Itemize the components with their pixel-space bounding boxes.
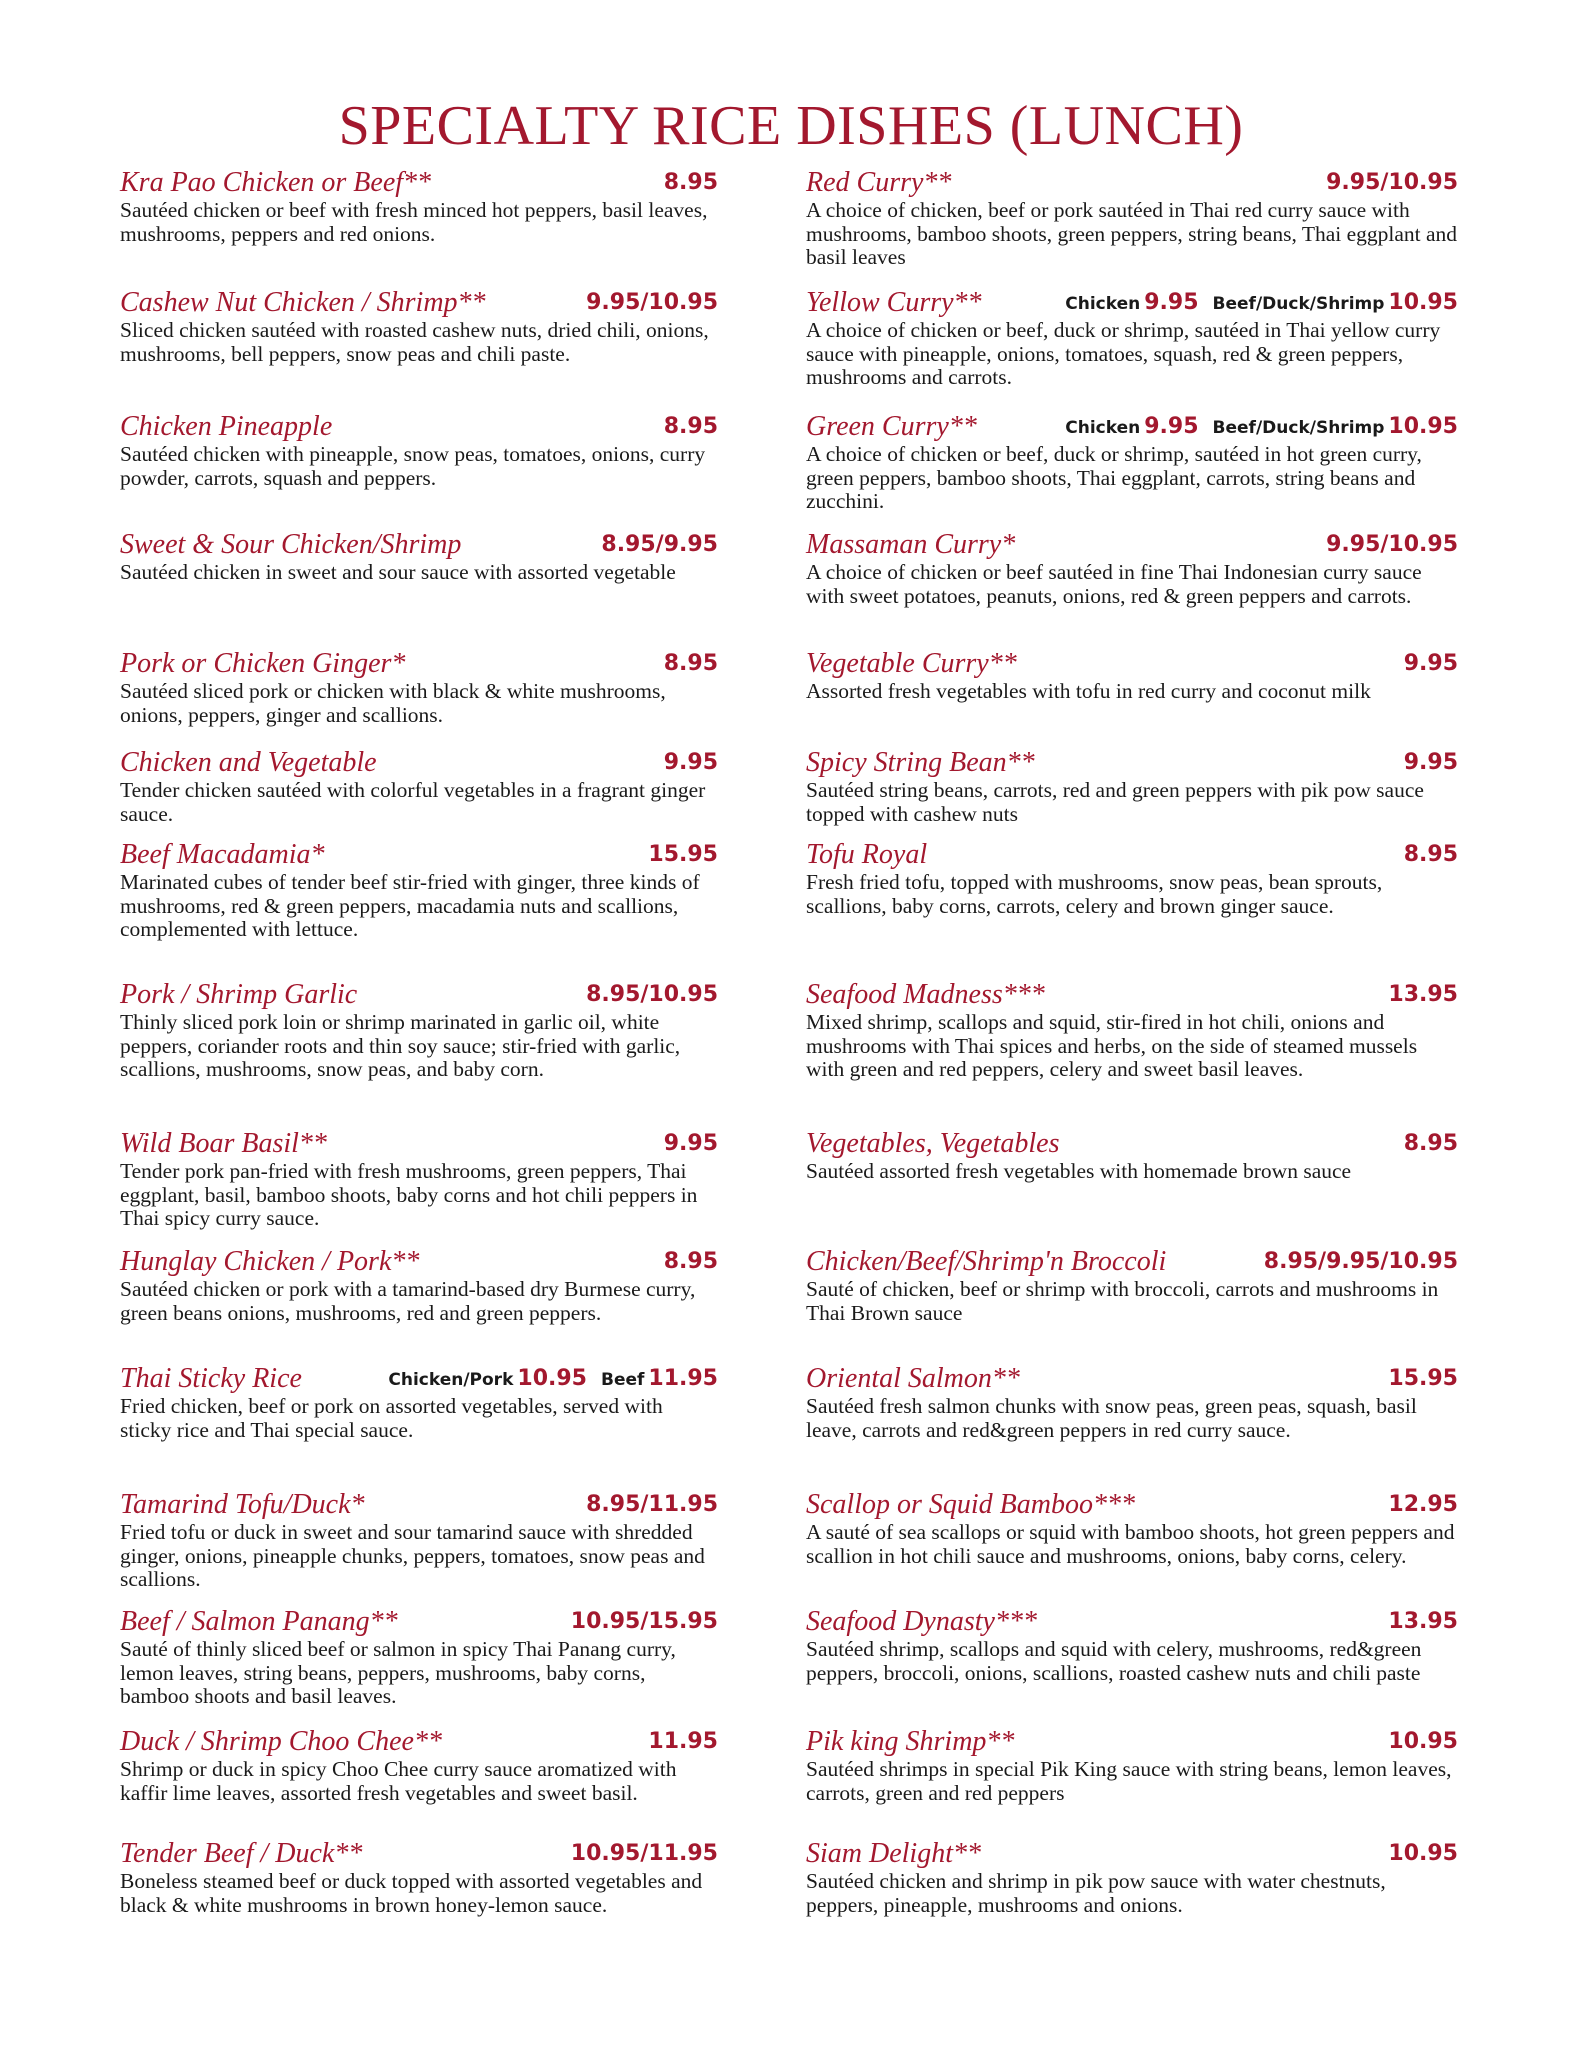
menu-item-header [806,1364,1458,1394]
menu-item-description: Fresh fried tofu, topped with mushrooms, snow peas, bean sprouts, scallions, baby corns, carrots, celery and brown ginger sauce. [806,870,1383,918]
menu-item-description: A choice of chicken or beef, duck or shrimp, sautéed in Thai yellow curry sauce with pineapple, onions, tomatoes, squash, red & green peppers, mushrooms and carrots. [806,318,1441,389]
menu-item-name: Massaman Curry* [806,529,1016,560]
menu-item-description: A choice of chicken or beef sautéed in fine Thai Indonesian curry sauce with sweet potatoes, peanuts, onions, red & green peppers and carrots. [806,560,1422,608]
menu-item-price: 8.95 [663,170,718,195]
menu-item-description: Sautéed chicken with pineapple, snow peas, tomatoes, onions, curry powder, carrots, squash and peppers. [120,442,706,490]
menu-item-name: Chicken/Beef/Shrimp'n Broccoli [806,1246,1167,1277]
menu-item [806,288,1458,390]
menu-item-header [806,1129,1458,1159]
menu-item-price: 8.95 [1403,842,1458,867]
menu-item [806,1839,1458,1917]
menu-item-price: 15.95 [1388,1366,1458,1391]
menu-item [806,1727,1458,1805]
menu-item-description: Sauté of thinly sliced beef or salmon in spicy Thai Panang curry, lemon leaves, string beans, peppers, mushrooms, baby corns, bamboo shoots and basil leaves. [120,1637,676,1708]
price-option [1212,290,1458,315]
menu-item-name: Kra Pao Chicken or Beef** [120,167,432,198]
menu-item-price: 8.95/9.95/10.95 [1263,1249,1458,1274]
menu-item-header [806,748,1458,778]
menu-item-name: Cashew Nut Chicken / Shrimp** [120,287,486,318]
menu-item-description: Sautéed assorted fresh vegetables with homemade brown sauce [806,1159,1352,1183]
menu-item-name: Yellow Curry** [806,287,982,318]
menu-item [120,1129,718,1231]
price-option [1212,414,1458,439]
menu-item [120,288,718,366]
menu-item-header [806,1839,1458,1869]
menu-item-price: 10.95/11.95 [570,1841,718,1866]
menu-item-price: 9.95/10.95 [586,290,718,315]
menu-item-price: 13.95 [1388,982,1458,1007]
menu-item-name: Pork or Chicken Ginger* [120,648,406,679]
menu-item-name: Tamarind Tofu/Duck* [120,1489,365,1520]
menu-item-price: 12.95 [1388,1492,1458,1517]
menu-item-price: 11.95 [648,1729,718,1754]
menu-item-price: 9.95 [1403,651,1458,676]
menu-item [806,1364,1458,1442]
menu-item-name: Green Curry** [806,411,977,442]
menu-item-header [806,840,1458,870]
menu-item-description: Sautéed fresh salmon chunks with snow peas, green peas, squash, basil leave, carrots and red&green peppers in red curry sauce. [806,1394,1417,1442]
menu-item-header [806,288,1458,318]
menu-item-header [120,840,718,870]
menu-item-price-options [388,1364,718,1395]
menu-item-header [806,1247,1458,1277]
menu-item-description: Sautéed sliced pork or chicken with black & white mushrooms, onions, peppers, ginger and scallions. [120,679,666,727]
menu-item-name: Vegetables, Vegetables [806,1128,1060,1159]
menu-item-header [806,649,1458,679]
menu-item-price: 9.95 [1403,750,1458,775]
menu-item-description: Thinly sliced pork loin or shrimp marinated in garlic oil, white peppers, coriander roots and thin soy sauce; stir-fried with garlic, scallions, mushrooms, snow peas, and baby corn. [120,1010,681,1081]
menu-item [120,840,718,942]
page-title: SPECIALTY RICE DISHES (LUNCH) [338,95,1244,157]
menu-item [120,1839,718,1917]
menu-item-price: 9.95 [663,1131,718,1156]
menu-item [806,980,1458,1082]
menu-item-price: 15.95 [648,842,718,867]
menu-item-price: 8.95 [1403,1131,1458,1156]
menu-item-header [120,288,718,318]
menu-item-name: Seafood Madness*** [806,979,1045,1010]
menu-item-price: 8.95/10.95 [586,982,718,1007]
price-option-value: 10.95 [517,1366,587,1391]
menu-item-description: Sautéed chicken or beef with fresh minced hot peppers, basil leaves, mushrooms, peppers and red onions. [120,198,708,246]
price-option-value: 10.95 [1388,414,1458,439]
menu-item-name: Wild Boar Basil** [120,1128,327,1159]
menu-item [120,168,718,246]
menu-item-price: 9.95/10.95 [1326,532,1458,557]
menu-item-description: Fried tofu or duck in sweet and sour tamarind sauce with shredded ginger, onions, pineapple chunks, peppers, tomatoes, snow peas and scallions. [120,1520,705,1591]
menu-item [806,1129,1458,1184]
menu-item-price: 10.95 [1388,1729,1458,1754]
menu-item-description: Shrimp or duck in spicy Choo Chee curry sauce aromatized with kaffir lime leaves, assorted fresh vegetables and sweet basil. [120,1757,677,1805]
menu-item [806,168,1458,270]
menu-item [806,530,1458,608]
price-option [1065,290,1212,315]
menu-item [806,840,1458,918]
menu-item-name: Red Curry** [806,167,952,198]
menu-item-header [120,748,718,778]
menu-item [806,1607,1458,1685]
menu-item-header [120,649,718,679]
menu-item-header [806,530,1458,560]
menu-item-description: Tender chicken sautéed with colorful vegetables in a fragrant ginger sauce. [120,778,706,826]
menu-item [120,412,718,490]
menu-item-price: 8.95 [663,414,718,439]
menu-item-price-options [1065,412,1458,443]
menu-item [120,530,718,585]
price-option-label: Beef/Duck/Shrimp [1212,294,1385,314]
menu-item-description: Sautéed chicken or pork with a tamarind-based dry Burmese curry, green beans onions, mushrooms, red and green peppers. [120,1277,696,1325]
menu-item-name: Spicy String Bean** [806,747,1035,778]
menu-item-price: 8.95/11.95 [586,1492,718,1517]
menu-item-name: Pork / Shrimp Garlic [120,979,358,1010]
menu-item-price: 10.95 [1388,1841,1458,1866]
menu-item-name: Beef Macadamia* [120,839,325,870]
menu-item-header [120,1490,718,1520]
price-option-label: Chicken/Pork [388,1370,514,1390]
menu-item-price: 13.95 [1388,1609,1458,1634]
menu-item-header [806,1607,1458,1637]
menu-item-name: Chicken Pineapple [120,411,333,442]
menu-item [120,1727,718,1805]
menu-item-description: A sauté of sea scallops or squid with bamboo shoots, hot green peppers and scallion in hot chili sauce and mushrooms, onions, baby corns, celery. [806,1520,1455,1568]
price-option-label: Beef/Duck/Shrimp [1212,418,1385,438]
menu-item-name: Oriental Salmon** [806,1363,1020,1394]
menu-item [806,649,1458,704]
menu-item-header [120,980,718,1010]
menu-item [120,1364,718,1442]
menu-item-header [120,530,718,560]
menu-item-description: Sauté of chicken, beef or shrimp with broccoli, carrots and mushrooms in Thai Brown sauce [806,1277,1439,1325]
menu-item-header [806,1727,1458,1757]
price-option-label: Chicken [1065,418,1141,438]
menu-item [806,748,1458,826]
menu-item-description: A choice of chicken, beef or pork sautéed in Thai red curry sauce with mushrooms, bamboo shoots, green peppers, string beans, Thai eggplant and basil leaves [806,198,1458,269]
menu-item-description: Sliced chicken sautéed with roasted cashew nuts, dried chili, onions, mushrooms, bell peppers, snow peas and chili paste. [120,318,709,366]
menu-item-header [120,1129,718,1159]
menu-item [120,649,718,727]
price-option [600,1366,718,1391]
menu-item [806,412,1458,514]
menu-item-name: Seafood Dynasty*** [806,1606,1037,1637]
menu-item-name: Vegetable Curry** [806,648,1017,679]
menu-item-name: Beef / Salmon Panang** [120,1606,398,1637]
menu-item-header [120,412,718,442]
menu-item-header [120,168,718,198]
menu-item-description: Assorted fresh vegetables with tofu in red curry and coconut milk [806,679,1371,703]
menu-item-header [120,1607,718,1637]
menu-item-description: Marinated cubes of tender beef stir-fried with ginger, three kinds of mushrooms, red & green peppers, macadamia nuts and scallions, complemented with lettuce. [120,870,700,941]
menu-item-header [806,412,1458,442]
menu-item-header [120,1364,718,1394]
price-option [1065,414,1212,439]
menu-item-name: Hunglay Chicken / Pork** [120,1246,420,1277]
price-option [388,1366,601,1391]
menu-item-price: 8.95 [663,1249,718,1274]
menu-item-name: Scallop or Squid Bamboo*** [806,1489,1135,1520]
menu-item-name: Chicken and Vegetable [120,747,377,778]
menu-item-description: Sautéed shrimps in special Pik King sauce with string beans, lemon leaves, carrots, green and red peppers [806,1757,1452,1805]
menu-item-name: Pik king Shrimp** [806,1726,1015,1757]
menu-item-name: Duck / Shrimp Choo Chee** [120,1726,442,1757]
menu-item [120,980,718,1082]
menu-item-price: 9.95 [663,750,718,775]
menu-item-header [806,980,1458,1010]
menu-item-name: Tofu Royal [806,839,928,870]
menu-item-header [120,1839,718,1869]
price-option-value: 9.95 [1144,290,1199,315]
menu-item-description: Tender pork pan-fried with fresh mushrooms, green peppers, Thai eggplant, basil, bamboo shoots, baby corns and hot chili peppers in Thai spicy curry sauce. [120,1159,698,1230]
price-option-value: 11.95 [648,1366,718,1391]
menu-item-description: Sautéed chicken and shrimp in pik pow sauce with water chestnuts, peppers, pineapple, mushrooms and onions. [806,1869,1386,1917]
menu-item-description: Sautéed chicken in sweet and sour sauce with assorted vegetable [120,560,676,584]
menu-item-description: Boneless steamed beef or duck topped with assorted vegetables and black & white mushrooms in brown honey-lemon sauce. [120,1869,703,1917]
menu-item [806,1490,1458,1568]
menu-item-header [120,1727,718,1757]
menu-item-name: Tender Beef / Duck** [120,1838,363,1869]
menu-item-name: Thai Sticky Rice [120,1363,302,1394]
menu-item-price-options [1065,288,1458,319]
menu-item-description: Mixed shrimp, scallops and squid, stir-fired in hot chili, onions and mushrooms with Thai spices and herbs, on the side of steamed mussels with green and red peppers, celery and sweet basil leaves. [806,1010,1418,1081]
menu-item-description: A choice of chicken or beef, duck or shrimp, sautéed in hot green curry, green peppers, bamboo shoots, Thai eggplant, carrots, string beans and zucchini. [806,442,1422,513]
menu-item-header [806,1490,1458,1520]
menu-item [120,1607,718,1709]
menu-item-price: 8.95/9.95 [601,532,718,557]
menu-item-header [806,168,1458,198]
menu-item-description: Sautéed string beans, carrots, red and green peppers with pik pow sauce topped with cashew nuts [806,778,1424,826]
price-option-label: Chicken [1065,294,1141,314]
menu-item-price: 8.95 [663,651,718,676]
menu-item-price: 10.95/15.95 [570,1609,718,1634]
menu-item [120,1247,718,1325]
price-option-label: Beef [600,1370,645,1390]
price-option-value: 10.95 [1388,290,1458,315]
menu-item [120,748,718,826]
menu-item-description: Sautéed shrimp, scallops and squid with celery, mushrooms, red&green peppers, broccoli, onions, scallions, roasted cashew nuts and chili paste [806,1637,1422,1685]
price-option-value: 9.95 [1144,414,1199,439]
menu-item-price: 9.95/10.95 [1326,170,1458,195]
menu-item-name: Siam Delight** [806,1838,981,1869]
menu-item-name: Sweet & Sour Chicken/Shrimp [120,529,462,560]
menu-item-header [120,1247,718,1277]
menu-item [120,1490,718,1592]
menu-item-description: Fried chicken, beef or pork on assorted vegetables, served with sticky rice and Thai special sauce. [120,1394,663,1442]
menu-item [806,1247,1458,1325]
